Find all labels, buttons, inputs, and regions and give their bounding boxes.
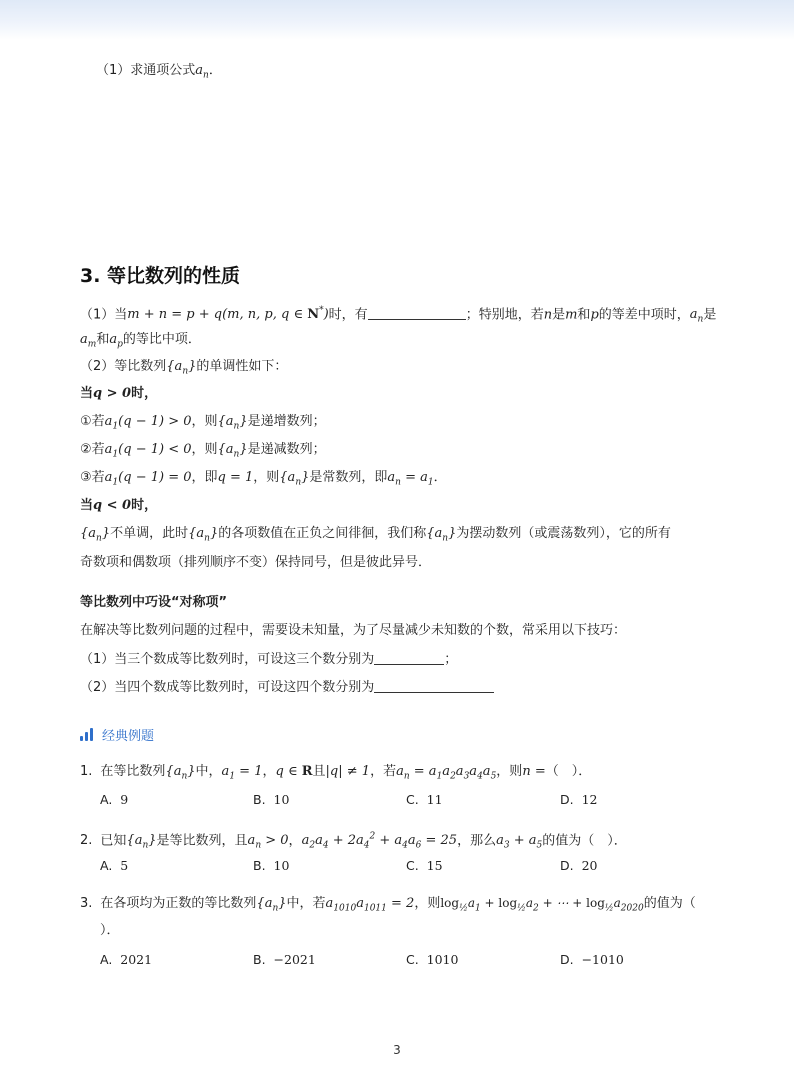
question-text: （1）求通项公式 [96, 63, 196, 78]
option-letter: B. [253, 792, 266, 807]
oscillating-line-1: $\{a_n\}$不单调，此时$\{a_n\}$的各项数值在正负之间徘徊，我们称$\{a_n\}$为摆动数列（或震荡数列），它的所有 [80, 526, 671, 544]
rule-1: ①若$a_1(q - 1) > 0$，则$\{a_n\}$是递增数列； [80, 414, 326, 432]
text: 是常数列，即 [309, 470, 388, 485]
text: 若 [91, 414, 105, 429]
text: 和 [96, 332, 110, 347]
ex1-option-b[interactable] [253, 792, 289, 807]
example-1: 1. 在等比数列$\{a_n\}$中，$a_1 = 1$，q ∈ R且|q| ≠ 1，若$a_n = a_1a_2a_3a_4a_5$，则n =（ ）． [80, 764, 592, 782]
property-1-line-1: （1）当m + n = p + q(m, n, p, q ∈ N*)时，有 ；特别地，若n是m和p的等差中项时，$a_n$是 [80, 306, 717, 325]
text: 时， [131, 386, 158, 401]
option-letter: A. [100, 792, 113, 807]
ex3-option-c[interactable] [406, 952, 458, 967]
example-2: 2. 已知$\{a_n\}$是等比数列，且$a_n > 0$，$a_2a_4 + 2a_4^2 + a_4a_6 = 25$，那么$a_3 + a_5$的值为（ ）． [80, 832, 627, 851]
option-letter: B. [253, 952, 266, 967]
example-3-continued: ）． [100, 923, 120, 938]
option-letter: D. [560, 952, 574, 967]
text: ① [80, 414, 92, 429]
examples-heading [80, 725, 154, 744]
tip-title: 等比数列中巧设“对称项” [80, 595, 228, 610]
text: ，则 [191, 442, 218, 457]
option-value: 11 [426, 792, 443, 807]
question-part-1: （1）求通项公式$a_n$． [96, 63, 222, 81]
option-value: 1010 [426, 952, 459, 967]
text: 的单调性如下： [196, 359, 288, 374]
text: 的等差中项时， [598, 307, 690, 323]
text: 的值为（ ）． [542, 833, 627, 849]
text: 是等比数列，且 [156, 833, 248, 849]
question-number: 2. [80, 833, 93, 849]
text: ，那么 [457, 833, 497, 849]
text: 已知 [100, 833, 127, 849]
option-value: 5 [120, 858, 129, 873]
option-value: 15 [426, 858, 443, 873]
text: ；特别地，若 [465, 307, 544, 323]
math-condition: q < 0 [93, 498, 132, 513]
option-letter: C. [406, 792, 419, 807]
text: 时，有 [328, 307, 368, 323]
text: ． [433, 470, 447, 485]
page-header-band [0, 0, 794, 40]
option-value: 10 [273, 792, 290, 807]
fill-blank-3[interactable] [374, 679, 494, 693]
math-an: $a_n$ [195, 63, 209, 81]
case-q-negative [80, 497, 157, 515]
option-letter: C. [406, 952, 419, 967]
text: 当 [80, 386, 94, 401]
examples-heading-text: 经典例题 [102, 729, 155, 744]
text: ，若 [370, 764, 397, 779]
text: 是 [552, 307, 566, 323]
text: ； [444, 652, 458, 667]
text: ③ [80, 470, 92, 485]
text: ② [80, 442, 92, 457]
ex1-option-c[interactable] [406, 792, 443, 807]
bar-chart-icon [80, 728, 93, 741]
option-letter: D. [560, 792, 574, 807]
text: 时， [131, 498, 158, 513]
option-value: 10 [273, 858, 290, 873]
option-letter: A. [100, 952, 113, 967]
option-letter: B. [253, 858, 266, 873]
text: 为摆动数列（或震荡数列），它的所有 [456, 526, 671, 541]
text: 的等比中项． [122, 332, 201, 347]
text: 不单调，此时 [110, 526, 189, 541]
text: （1）当 [80, 307, 128, 323]
rule-3: ③若$a_1(q - 1) = 0$，即q = 1，则$\{a_n\}$是常数列，即$a_n = a_1$． [80, 470, 447, 488]
tip-2 [80, 679, 494, 697]
text: （2）等比数列 [80, 359, 167, 374]
text: ，即 [191, 470, 218, 485]
option-value: 12 [581, 792, 598, 807]
ex2-option-a[interactable] [100, 858, 128, 873]
oscillating-line-2: 奇数项和偶数项（排列顺序不变）保持同号，但是彼此异号． [80, 555, 432, 570]
fill-blank-1[interactable] [368, 306, 466, 320]
text: （2）当四个数成等比数列时，可设这四个数分别为 [80, 680, 375, 695]
math-condition: q > 0 [93, 386, 132, 401]
text: 是递减数列； [247, 442, 326, 457]
section-title: 3. 等比数列的性质 [80, 265, 241, 287]
text: 是递增数列； [247, 414, 326, 429]
ex3-option-b[interactable] [253, 952, 316, 967]
ex3-option-d[interactable] [560, 952, 624, 967]
question-number: 1. [80, 764, 93, 779]
property-2-line: （2）等比数列$\{a_n\}$的单调性如下： [80, 359, 288, 377]
question-number: 3. [80, 896, 93, 911]
case-q-positive [80, 385, 157, 403]
ex3-option-a[interactable] [100, 952, 152, 967]
text: 中， [195, 764, 222, 779]
text: 若 [91, 442, 105, 457]
tip-intro: 在解决等比数列问题的过程中，需要设未知量，为了尽量减少未知数的个数，常采用以下技巧： [80, 623, 627, 638]
text: 在各项均为正数的等比数列 [100, 896, 257, 911]
text: 是 [703, 307, 717, 323]
tip-1 [80, 651, 457, 669]
text: （ ）． [545, 764, 592, 779]
text: 且 [312, 764, 326, 779]
text: 和 [577, 307, 591, 323]
option-value: −1010 [581, 952, 624, 967]
option-value: 20 [581, 858, 598, 873]
text: 的各项数值在正负之间徘徊，我们称 [218, 526, 427, 541]
option-letter: A. [100, 858, 113, 873]
ex1-option-a[interactable] [100, 792, 128, 807]
example-3: 3. 在各项均为正数的等比数列$\{a_n\}$中，若$a_{1010}a_{1011} = 2$，则$\log_{\frac{1}{2}}a_1 + \log_{\frac{1}{2}}a_2$ + ⋯ + $\log_{\frac{1}{2}}a_{2020}$的值为（ [80, 896, 696, 914]
ex1-option-d[interactable] [560, 792, 597, 807]
text: ，则 [191, 414, 218, 429]
text: 的值为（ [643, 896, 696, 911]
text: 若 [91, 470, 105, 485]
option-value: −2021 [273, 952, 316, 967]
option-value: 9 [120, 792, 129, 807]
text: 在等比数列 [100, 764, 166, 779]
ex2-option-c[interactable] [406, 858, 443, 873]
property-1-line-2: $a_m$和$a_p$的等比中项． [80, 332, 201, 350]
math-condition: m + n = p + q(m, n, p, q ∈ N*) [127, 306, 329, 323]
text: ，则 [496, 764, 523, 779]
text: 中，若 [286, 896, 326, 911]
text: ，则 [414, 896, 441, 911]
option-value: 2021 [120, 952, 153, 967]
fill-blank-2[interactable] [374, 651, 444, 665]
text: ，则 [253, 470, 280, 485]
ex2-option-d[interactable] [560, 858, 597, 873]
page-number: 3 [393, 1043, 401, 1057]
ex2-option-b[interactable] [253, 858, 289, 873]
text: 当 [80, 498, 94, 513]
rule-2: ②若$a_1(q - 1) < 0$，则$\{a_n\}$是递减数列； [80, 442, 326, 460]
option-letter: C. [406, 858, 419, 873]
text: （1）当三个数成等比数列时，可设这三个数分别为 [80, 652, 375, 667]
option-letter: D. [560, 858, 574, 873]
